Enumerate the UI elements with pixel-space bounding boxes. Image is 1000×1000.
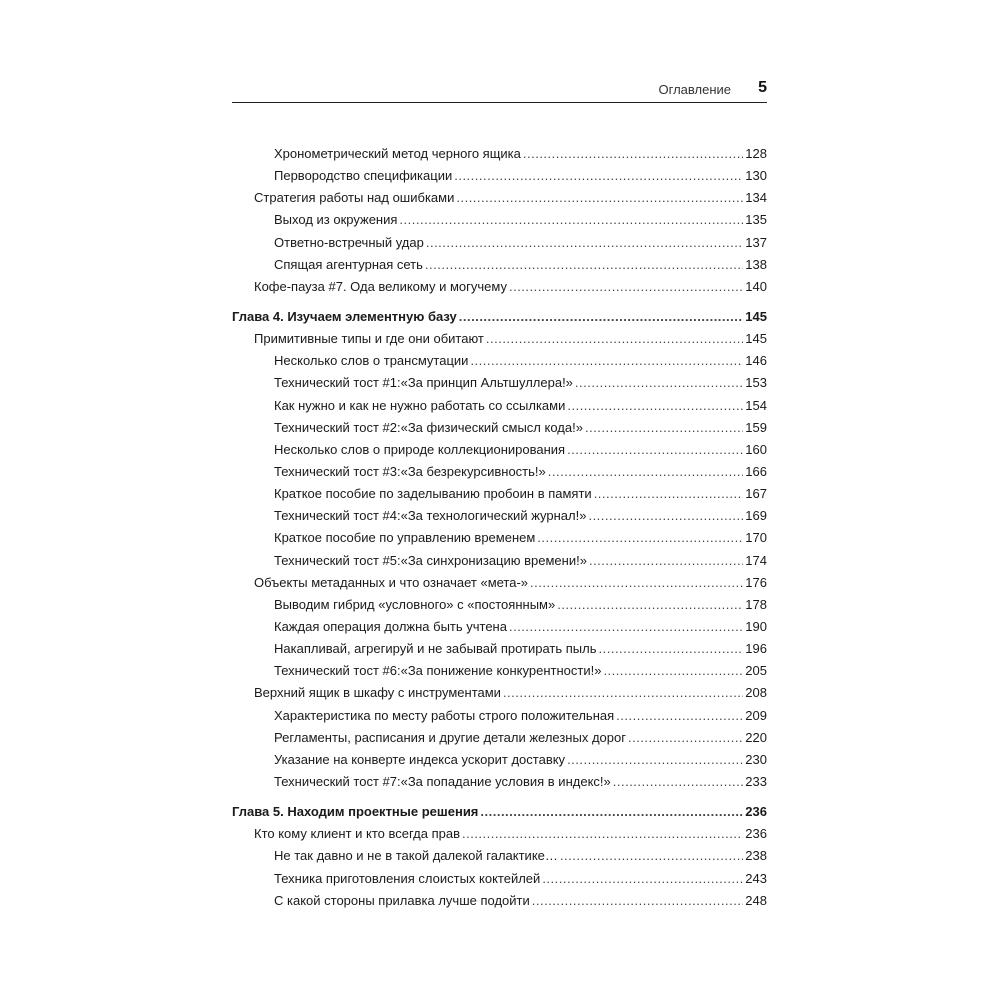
toc-entry-title: Характеристика по месту работы строго положительная <box>274 707 615 723</box>
dot-leader <box>628 727 743 749</box>
toc-entry[interactable] <box>232 823 767 845</box>
header-divider <box>232 102 767 103</box>
toc-entry[interactable] <box>232 276 767 298</box>
toc-entry[interactable] <box>232 727 767 749</box>
toc-entry[interactable] <box>232 749 767 771</box>
toc-entry[interactable] <box>232 771 767 793</box>
toc-entry-page: 170 <box>745 530 767 546</box>
toc-entry-page: 236 <box>745 804 767 820</box>
toc-entry[interactable] <box>232 890 767 912</box>
dot-leader <box>509 616 743 638</box>
toc-entry-page: 196 <box>745 641 767 657</box>
toc-entry-page: 134 <box>745 190 767 206</box>
dot-leader <box>560 845 743 867</box>
running-header-title: Оглавление <box>658 82 731 97</box>
toc-entry-title: Накапливай, агрегируй и не забывай протирать пыль <box>274 641 597 657</box>
dot-leader <box>567 439 743 461</box>
dot-leader <box>486 328 743 350</box>
dot-leader <box>459 306 744 328</box>
toc-chapter-entry[interactable] <box>232 801 767 823</box>
toc-entry-title: Как нужно и как не нужно работать со ссылками <box>274 397 566 413</box>
toc-entry[interactable] <box>232 187 767 209</box>
toc-entry-title: Технический тост #2:«За физический смысл кода!» <box>274 419 583 435</box>
toc-entry-title: Хронометрический метод черного ящика <box>274 146 521 161</box>
toc-entry-title: Глава 4. Изучаем элементную базу <box>232 308 457 324</box>
dot-leader <box>470 350 743 372</box>
toc-entry-title: Техника приготовления слоистых коктейлей <box>274 870 541 886</box>
dot-leader <box>603 660 743 682</box>
table-of-contents <box>232 143 767 912</box>
toc-entry[interactable] <box>232 594 767 616</box>
toc-entry-title: Глава 5. Находим проектные решения <box>232 804 479 820</box>
toc-entry[interactable] <box>232 328 767 350</box>
toc-entry-page: 166 <box>745 463 767 479</box>
toc-entry-page: 159 <box>745 419 767 435</box>
dot-leader <box>567 749 743 771</box>
toc-entry[interactable] <box>232 572 767 594</box>
dot-leader <box>537 527 743 549</box>
dot-leader <box>523 143 743 165</box>
dot-leader <box>532 890 744 912</box>
dot-leader <box>480 801 743 823</box>
toc-entry-title: Стратегия работы над ошибками <box>254 190 455 206</box>
toc-entry-page: 178 <box>745 596 767 612</box>
toc-entry[interactable] <box>232 527 767 549</box>
dot-leader <box>509 276 743 298</box>
dot-leader <box>594 483 744 505</box>
dot-leader <box>567 395 743 417</box>
toc-entry[interactable] <box>232 439 767 461</box>
toc-entry-page: 146 <box>745 353 767 369</box>
toc-entry-page: 236 <box>745 826 767 842</box>
toc-entry[interactable] <box>232 550 767 572</box>
toc-entry[interactable] <box>232 395 767 417</box>
toc-entry[interactable] <box>232 660 767 682</box>
dot-leader <box>585 417 743 439</box>
toc-entry-page: 140 <box>745 278 767 294</box>
toc-entry-page: 138 <box>745 256 767 272</box>
toc-entry-page: 153 <box>745 375 767 391</box>
toc-entry-title: Спящая агентурная сеть <box>274 256 423 272</box>
toc-chapter-entry[interactable] <box>232 306 767 328</box>
toc-entry-page: 167 <box>745 486 767 502</box>
toc-entry-title: Технический тост #4:«За технологический журнал!» <box>274 508 587 524</box>
toc-entry-title: Выход из окружения <box>274 212 398 228</box>
toc-entry[interactable] <box>232 143 767 165</box>
toc-entry-page: 205 <box>745 663 767 679</box>
dot-leader <box>599 638 744 660</box>
toc-entry[interactable] <box>232 505 767 527</box>
toc-entry-title: Кто кому клиент и кто всегда прав <box>254 826 460 842</box>
toc-entry[interactable] <box>232 483 767 505</box>
toc-entry-title: Технический тост #3:«За безрекурсивность!» <box>274 463 546 479</box>
dot-leader <box>503 682 743 704</box>
toc-entry[interactable] <box>232 705 767 727</box>
toc-entry[interactable] <box>232 868 767 890</box>
toc-entry-page: 208 <box>745 685 767 701</box>
dot-leader <box>530 572 743 594</box>
toc-entry-title: Каждая операция должна быть учтена <box>274 618 507 634</box>
toc-entry-page: 209 <box>745 707 767 723</box>
dot-leader <box>548 461 744 483</box>
toc-entry[interactable] <box>232 638 767 660</box>
toc-entry-page: 174 <box>745 552 767 568</box>
toc-entry[interactable] <box>232 209 767 231</box>
toc-entry-title: Несколько слов о трансмутации <box>274 353 469 369</box>
dot-leader <box>456 187 743 209</box>
toc-entry-page: 135 <box>745 212 767 228</box>
dot-leader <box>425 254 743 276</box>
toc-entry[interactable] <box>232 616 767 638</box>
toc-entry-page: 137 <box>745 234 767 250</box>
dot-leader <box>426 232 743 254</box>
running-header <box>232 80 767 100</box>
toc-entry-title: Регламенты, расписания и другие детали железных дорог <box>274 729 626 745</box>
dot-leader <box>575 372 743 394</box>
toc-entry-page: 243 <box>745 870 767 886</box>
dot-leader <box>616 705 743 727</box>
dot-leader <box>462 823 743 845</box>
toc-entry-page: 233 <box>745 773 767 789</box>
toc-entry-page: 230 <box>745 751 767 767</box>
toc-entry-title: Объекты метаданных и что означает «мета-» <box>254 574 529 590</box>
toc-entry-page: 154 <box>745 397 767 413</box>
dot-leader <box>454 165 743 187</box>
toc-entry-title: Кофе-пауза #7. Ода великому и могучему <box>254 278 507 294</box>
dot-leader <box>399 209 743 231</box>
toc-entry-title: Краткое пособие по заделыванию пробоин в памяти <box>274 486 592 502</box>
toc-entry-title: Технический тост #6:«За понижение конкурентности!» <box>274 663 602 679</box>
toc-entry[interactable] <box>232 417 767 439</box>
toc-entry-title: Краткое пособие по управлению временем <box>274 530 536 546</box>
toc-entry-title: Технический тост #1:«За принцип Альтшуллера!» <box>274 375 573 391</box>
toc-entry[interactable] <box>232 682 767 704</box>
toc-entry[interactable] <box>232 254 767 276</box>
toc-entry-title: Несколько слов о природе коллекционирования <box>274 441 566 457</box>
toc-entry[interactable] <box>232 845 767 867</box>
toc-entry[interactable] <box>232 350 767 372</box>
toc-entry-title: Верхний ящик в шкафу с инструментами <box>254 685 501 701</box>
page-number: 5 <box>758 79 767 96</box>
toc-entry-title: Указание на конверте индекса ускорит доставку <box>274 751 566 767</box>
toc-entry-page: 190 <box>745 618 767 634</box>
dot-leader <box>613 771 744 793</box>
toc-entry[interactable] <box>232 461 767 483</box>
toc-entry-page: 128 <box>745 146 767 161</box>
toc-entry-page: 176 <box>745 574 767 590</box>
toc-entry[interactable] <box>232 372 767 394</box>
dot-leader <box>542 868 743 890</box>
toc-entry-page: 130 <box>745 168 767 184</box>
toc-entry-title: Не так давно и не в такой далекой галактике… <box>274 848 558 864</box>
toc-entry-title: Примитивные типы и где они обитают <box>254 331 484 347</box>
toc-entry-page: 145 <box>745 308 767 324</box>
toc-entry-page: 248 <box>745 892 767 908</box>
toc-entry-page: 220 <box>745 729 767 745</box>
toc-entry-page: 145 <box>745 331 767 347</box>
toc-entry-page: 160 <box>745 441 767 457</box>
toc-entry-page: 238 <box>745 848 767 864</box>
toc-entry-title: Технический тост #5:«За синхронизацию времени!» <box>274 552 587 568</box>
toc-entry[interactable] <box>232 232 767 254</box>
toc-entry-page: 169 <box>745 508 767 524</box>
toc-entry-title: Технический тост #7:«За попадание условия в индекс!» <box>274 773 611 789</box>
dot-leader <box>588 505 743 527</box>
dot-leader <box>589 550 743 572</box>
toc-entry[interactable] <box>232 165 767 187</box>
toc-entry-title: С какой стороны прилавка лучше подойти <box>274 892 530 908</box>
toc-entry-title: Первородство спецификации <box>274 168 453 184</box>
toc-entry-title: Ответно-встречный удар <box>274 234 424 250</box>
dot-leader <box>557 594 743 616</box>
toc-entry-title: Выводим гибрид «условного» с «постоянным» <box>274 596 556 612</box>
